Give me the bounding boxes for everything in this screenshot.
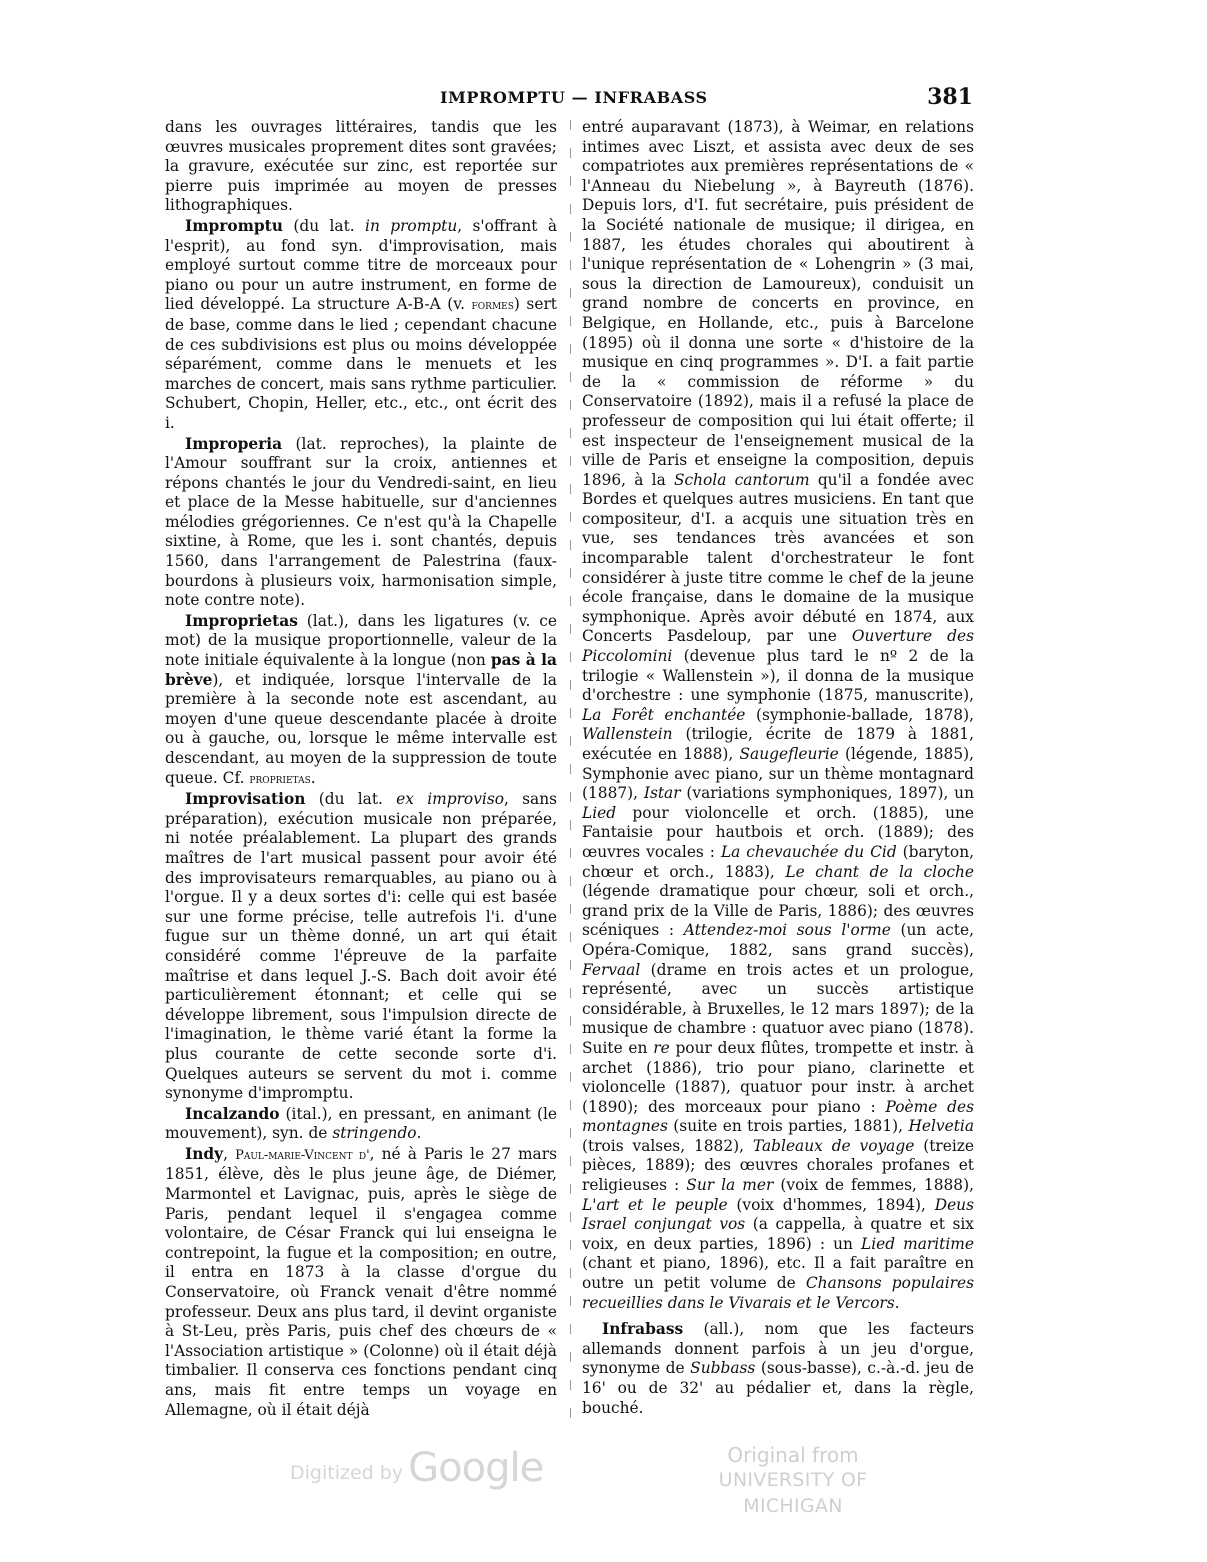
entry-italic: ex improviso [396, 790, 504, 809]
entry-text: (légende dramatique pour chœur, soli et orch., grand prix de la Ville de Paris, 1886); des œuvres scéniques : [582, 882, 974, 940]
column-divider [570, 120, 571, 1420]
entry-text: (lat. reproches), la plainte de l'Amour souffrant sur la croix, antiennes et répons chantés le jour du Vendredi-saint, en lieu et place de la Messe habituelle, sur d'anciennes mélodies grégoriennes. Ce n'est qu'à la Chapelle sixtine, à Rome, que les i. sont chantés, depuis 1560, dans l'arrangement de Palestrina (faux-bourdons à plusieurs voix, harmonisation simple, note contre note). [165, 434, 557, 610]
entry-incalzando [165, 1105, 557, 1144]
entry-text: (trois valses, 1882), [582, 1136, 753, 1155]
entry-text: ) sert de base, comme dans le lied ; cependant chacune de ces subdivisions est plus ou moins développée séparément, comme dans le menuets et les marches de concert, mais sans rythme particulier. Schubert, Chopin, Heller, etc., etc., ont écrit des i. [165, 295, 557, 432]
work-title: La Forêt enchantée [582, 705, 746, 724]
headword: Improvisation [185, 790, 306, 809]
work-title: Ouverture des Piccolomini [582, 627, 974, 666]
running-title: IMPROMPTU — INFRABASS [440, 88, 708, 107]
entry-text: (variations symphoniques, 1897), un [680, 784, 974, 803]
work-title: L'art et le peuple [582, 1195, 728, 1214]
entry-text: ), et indiquée, lorsque l'intervalle de la première à la seconde note est ascendant, au moyen d'une queue descendante placée à droite ou à gauche, ou, lorsque le même intervalle est descendant, au moyen de la suppression de toute queue. Cf. [165, 670, 557, 787]
source-library-watermark [668, 1443, 918, 1519]
entry-italic: Subbass [690, 1359, 756, 1378]
entry-text: (voix de femmes, 1888), [773, 1176, 974, 1195]
page-number: 381 [927, 84, 973, 110]
entry-italic: stringendo [332, 1124, 417, 1143]
digitized-by-google-watermark [290, 1445, 543, 1491]
entry-improvisation [165, 790, 557, 1104]
work-title: Istar [643, 784, 681, 803]
entry-improperia [165, 435, 557, 611]
entry-text: (chant et piano, 1896), etc. Il a fait paraître en outre un petit volume de [582, 1254, 974, 1293]
work-title: Poème des montagnes [582, 1097, 974, 1136]
headword: Impromptu [185, 216, 283, 235]
entry-text: . [310, 768, 316, 787]
entry-impromptu [165, 217, 557, 434]
work-title: Lied [582, 803, 617, 822]
work-title: Lied maritime [860, 1234, 974, 1253]
cross-reference: formes [471, 298, 514, 314]
institution-name: UNIVERSITY OF MICHIGAN [718, 1469, 868, 1517]
work-title: Fervaal [582, 960, 641, 979]
work-title: Chansons populaires recueillies dans le Vivarais et le Vercors [582, 1274, 974, 1312]
entry-text: (du lat. [282, 216, 366, 235]
entry-text: (baryton, chœur et orch., 1883), [582, 842, 974, 881]
headword: Improperia [185, 434, 283, 453]
entry-indy-continued [582, 118, 974, 1313]
entry-text: (voix d'hommes, 1894), [727, 1195, 935, 1214]
entry-text: , né à Paris le 27 mars 1851, élève, dès le plus jeune âge, de Diémer, Marmontel et Lavignac, puis, après le siège de Paris, pendant lequel il s'engagea comme volontaire, de César Franck qui lui enseigna le contrepoint, la fugue et la composition; en outre, il entra en 1873 à la classe d'orgue du Conservatoire, où Franck venait d'être nommé professeur. Deux ans plus tard, il devint organiste à St-Leu, près Paris, puis chef des chœurs de « l'Association artistique » (Colonne) où il était déjà timbalier. Il conserva ces fonctions pendant cinq ans, mais fit entre temps un voyage en Allemagne, où il était déjà [165, 1144, 557, 1419]
work-title: Wallenstein [582, 725, 673, 744]
entry-text: , s'offrant à l'esprit), au fond syn. d'improvisation, mais employé surtout comme titre de morceaux pour piano ou pour un autre instrument, en forme de lied développé. La structure A-B-A (v. [165, 216, 558, 314]
headword: Indy [185, 1144, 224, 1163]
cross-reference: proprietas [249, 771, 311, 787]
entry-text: (sous-basse), c.-à.-d. jeu de 16' ou de 32' au pédalier et, dans la règle, bouché. [582, 1359, 974, 1417]
entry-text: (lat.), dans les ligatures (v. ce mot) de la musique proportionnelle, valeur de la note initiale équivalente à la longue (non [165, 611, 557, 670]
entry-italic: in promptu [365, 216, 458, 235]
right-column [582, 118, 974, 1418]
digitized-by-label: Digitized by [290, 1462, 404, 1484]
work-title: Le chant de la cloche [785, 862, 974, 881]
work-title: Sur la mer [686, 1176, 774, 1195]
entry-text: (ital.), en pressant, en animant (le mouvement), syn. de [165, 1104, 557, 1143]
work-title: Deus Israel conjungat vos [582, 1195, 974, 1234]
headword: Incalzando [185, 1104, 280, 1123]
entry-text: (drame en trois actes et un prologue, représenté, avec un succès artistique considérable, à Bruxelles, le 12 mars 1897); de la musique de chambre : quatuor avec piano (1878). Suite en [582, 960, 974, 1057]
entry-text: qu'il a fondée avec Bordes et quelques autres musiciens. En tant que compositeur, d'I. a acquis une situation très en vue, ses tendances très avancées et son incomparable talent d'orchestrateur le font considérer à juste titre comme le chef de la jeune école française, dans le domaine de la musique symphonique. Après avoir débuté en 1874, aux Concerts Pasdeloup, par une [582, 470, 974, 646]
entry-text: (légende, 1885), Symphonie avec piano, sur un thème montagnard (1887), [582, 745, 975, 803]
work-title: re [653, 1038, 670, 1057]
entry-text: (symphonie-ballade, 1878), [745, 705, 974, 724]
person-name: Paul-marie-Vincent d' [235, 1147, 370, 1163]
work-title: La chevauchée du Cid [720, 842, 897, 861]
work-title: Saugefleurie [739, 745, 839, 763]
original-from-label: Original from [727, 1443, 859, 1467]
entry-text: , [223, 1144, 236, 1163]
entry-text: (devenue plus tard le nº 2 de la trilogie « Wallenstein »), il donna de la musique d'orchestre : une symphonie (1875, manuscrite), [582, 647, 974, 705]
work-title: Helvetia [908, 1117, 974, 1136]
entry-text: (un acte, Opéra-Comique, 1882, sans grand succès), [582, 921, 974, 959]
entry-text: pour deux flûtes, trompette et instr. à archet (1886), trio pour piano, clarinette et violoncelle (1887), quatuor pour instr. à archet (1890); des morceaux pour piano : [582, 1038, 974, 1116]
headword: Improprietas [185, 611, 298, 630]
entry-text: (all.), nom que les facteurs allemands donnent parfois à un jeu d'orgue, synonyme de [582, 1320, 974, 1378]
work-title: Tableaux de voyage [752, 1136, 915, 1155]
entry-text: pour violoncelle et orch. (1885), une Fantaisie pour hautbois et orch. (1889); des œuvres vocales : [582, 803, 974, 861]
work-title: Attendez-moi sous l'orme [683, 921, 891, 940]
entry-text: , sans préparation), exécution musicale non préparée, ni notée préalablement. La plupart des grands maîtres de l'art musical passent pour avoir été des improvisateurs remarquables, au piano ou à l'orgue. Il y a deux sortes d'i: celle qui est basée sur une forme précise, telle autrefois l'i. d'une fugue sur un thème donné, un art qui était considéré comme l'épreuve de la parfaite maîtrise et dans lequel J.-S. Bach doit avoir été particulièrement étonnant; et celle qui se développe librement, sous l'impulsion directe de l'imagination, le thème varié étant la forme la plus courante de cette seconde sorte d'i. Quelques auteurs se servent du mot i. comme synonyme d'impromptu. [165, 790, 558, 1103]
entry-text: (treize pièces, 1889); des œuvres chorales profanes et religieuses : [582, 1136, 974, 1195]
page-header [165, 84, 973, 114]
entry-italic: Schola cantorum [673, 470, 810, 489]
entry-improprietas [165, 612, 557, 789]
entry-infrabass [582, 1320, 974, 1418]
entry-text: (du lat. [305, 790, 397, 809]
entry-bold: pas à la brève [165, 651, 558, 689]
entry-text: (suite en trois parties, 1881), [667, 1117, 909, 1136]
entry-text: . [894, 1293, 900, 1312]
left-column [165, 118, 557, 1420]
entry-text: . [416, 1124, 422, 1143]
entry-text: (a cappella, à quatre et six voix, en deux parties, 1896) : un [582, 1215, 974, 1253]
headword: Infrabass [602, 1320, 684, 1339]
paragraph-continuation: dans les ouvrages littéraires, tandis que les œuvres musicales proprement dites sont gravées; la gravure, exécutée sur zinc, est reportée sur pierre puis imprimée au moyen de presses lithographiques. [165, 118, 557, 215]
entry-text: (trilogie, écrite de 1879 à 1881, exécutée en 1888), [582, 725, 974, 763]
google-logo-text: Google [408, 1445, 544, 1491]
entry-indy [165, 1145, 557, 1420]
entry-text: entré auparavant (1873), à Weimar, en relations intimes avec Liszt, et assista avec deux de ses compatriotes aux premières représentations de « l'Anneau du Niebelung », à Bayreuth (1876). Depuis lors, d'I. fut secrétaire, puis président de la Société nationale de musique; il dirigea, en 1887, les études chorales qui aboutirent à l'unique représentation de « Lohengrin » (3 mai, sous la direction de Lamoureux), conduisit un grand nombre de concerts en province, en Belgique, en Hollande, etc., puis à Barcelone (1895) où il donna une sorte « d'histoire de la musique en cinq programmes ». D'I. a fait partie de la « commission de réforme » du Conservatoire (1892), mais il a refusé la place de professeur de composition qui lui était offerte; il est inspecteur de l'enseignement musical de la ville de Paris et enseigne la composition, depuis 1896, à la [582, 118, 974, 489]
